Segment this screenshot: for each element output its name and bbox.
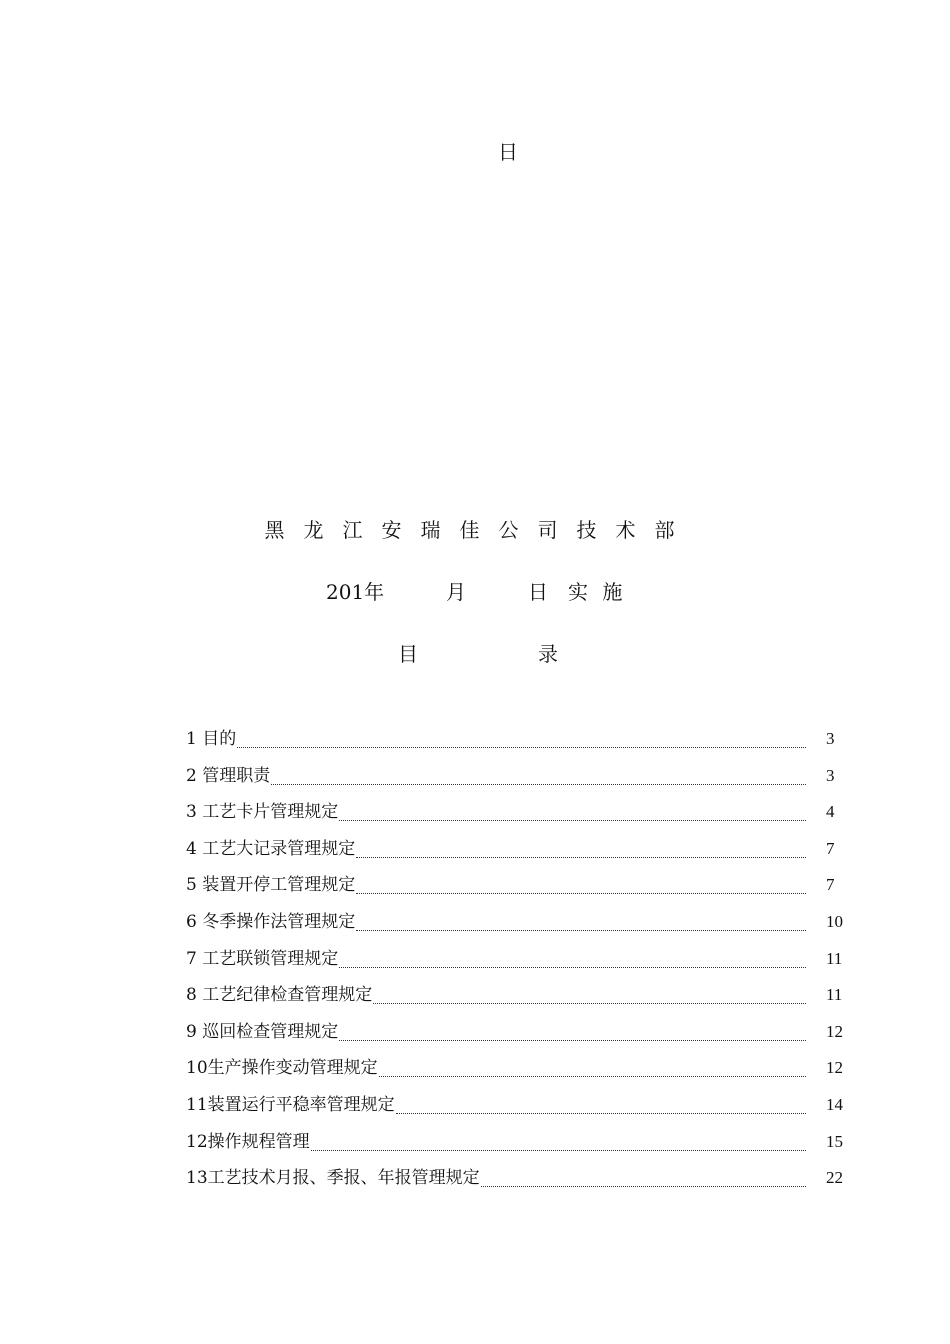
toc-entry-page: 10	[826, 911, 843, 931]
toc-entry-page: 15	[826, 1131, 843, 1151]
toc-entry-page: 7	[826, 838, 835, 858]
toc-entry-label-wrap	[186, 1090, 806, 1120]
toc-entry-label: 10生产操作变动管理规定	[186, 1058, 378, 1079]
toc-entry-page: 12	[826, 1021, 843, 1041]
toc-entry-label-wrap	[186, 1163, 806, 1193]
toc-leader-dots	[356, 929, 806, 931]
toc-leader-dots	[481, 1185, 806, 1187]
toc-entry-label: 2 管理职责	[186, 765, 271, 786]
toc-entry[interactable]	[186, 870, 866, 907]
toc-entry-page: 3	[826, 729, 835, 748]
toc-entry-label-wrap	[186, 870, 806, 900]
toc-entry-label-wrap	[186, 724, 806, 754]
toc-entry-label-wrap	[186, 1053, 806, 1083]
toc-leader-dots	[356, 856, 806, 858]
toc-entry[interactable]	[186, 907, 866, 944]
toc-entry-page: 11	[826, 948, 843, 968]
toc-entry-label-wrap	[186, 1017, 806, 1047]
toc-entry-label: 11装置运行平稳率管理规定	[186, 1094, 395, 1115]
toc-entry-label: 8 工艺纪律检查管理规定	[186, 985, 373, 1006]
toc-entry-label: 3 工艺卡片管理规定	[186, 802, 339, 823]
toc-leader-dots	[373, 1002, 806, 1004]
toc-entry[interactable]	[186, 944, 866, 981]
toc-entry-page: 12	[826, 1058, 843, 1078]
toc-entry-label: 6 冬季操作法管理规定	[186, 911, 356, 932]
toc-entry-page: 22	[826, 1168, 843, 1188]
toc-entry[interactable]	[186, 834, 866, 871]
table-of-contents	[186, 724, 866, 1200]
toc-entry[interactable]	[186, 1053, 866, 1090]
toc-entry-page: 11	[826, 985, 843, 1005]
toc-entry-label: 1 目的	[186, 729, 237, 749]
header-char: 日	[498, 140, 518, 164]
toc-leader-dots	[356, 892, 806, 894]
toc-title-right: 录	[538, 642, 558, 666]
effective-date-month: 月	[446, 580, 466, 604]
toc-leader-dots	[339, 1039, 806, 1041]
toc-entry-label: 12操作规程管理	[186, 1131, 310, 1152]
toc-entry-page: 3	[826, 765, 835, 785]
toc-leader-dots	[396, 1112, 806, 1114]
toc-entry-label-wrap	[186, 1127, 806, 1157]
toc-leader-dots	[271, 783, 806, 785]
toc-entry-label-wrap	[186, 944, 806, 974]
effective-date-year: 201年	[326, 580, 385, 604]
toc-entry[interactable]	[186, 761, 866, 798]
effective-date-day: 日	[528, 580, 548, 604]
toc-title-left: 目	[398, 642, 418, 666]
toc-entry-label: 9 巡回检查管理规定	[186, 1021, 339, 1042]
toc-entry-label: 5 装置开停工管理规定	[186, 875, 356, 896]
toc-entry-label: 13工艺技术月报、季报、年报管理规定	[186, 1168, 480, 1189]
effective-date-implement: 实 施	[568, 580, 627, 604]
organization-name: 黑龙江安瑞佳公司技术部	[264, 518, 694, 542]
toc-entry-label-wrap	[186, 980, 806, 1010]
toc-entry[interactable]	[186, 1163, 866, 1200]
toc-entry-label-wrap	[186, 907, 806, 937]
toc-entry-label-wrap	[186, 761, 806, 791]
toc-entry[interactable]	[186, 980, 866, 1017]
toc-leader-dots	[379, 1075, 806, 1077]
toc-entry-page: 14	[826, 1094, 843, 1114]
toc-entry-page: 4	[826, 802, 835, 822]
toc-entry[interactable]	[186, 1017, 866, 1054]
toc-leader-dots	[339, 966, 806, 968]
effective-date	[326, 576, 627, 696]
toc-leader-dots	[311, 1149, 806, 1151]
toc-entry[interactable]	[186, 724, 866, 761]
toc-leader-dots	[339, 819, 806, 821]
toc-entry-page: 7	[826, 875, 835, 895]
toc-entry-label: 7 工艺联锁管理规定	[186, 948, 339, 969]
toc-leader-dots	[237, 746, 806, 748]
toc-entry[interactable]	[186, 1127, 866, 1164]
toc-entry-label-wrap	[186, 797, 806, 827]
toc-entry[interactable]	[186, 1090, 866, 1127]
toc-entry-label: 4 工艺大记录管理规定	[186, 838, 356, 859]
toc-entry[interactable]	[186, 797, 866, 834]
toc-entry-label-wrap	[186, 834, 806, 864]
